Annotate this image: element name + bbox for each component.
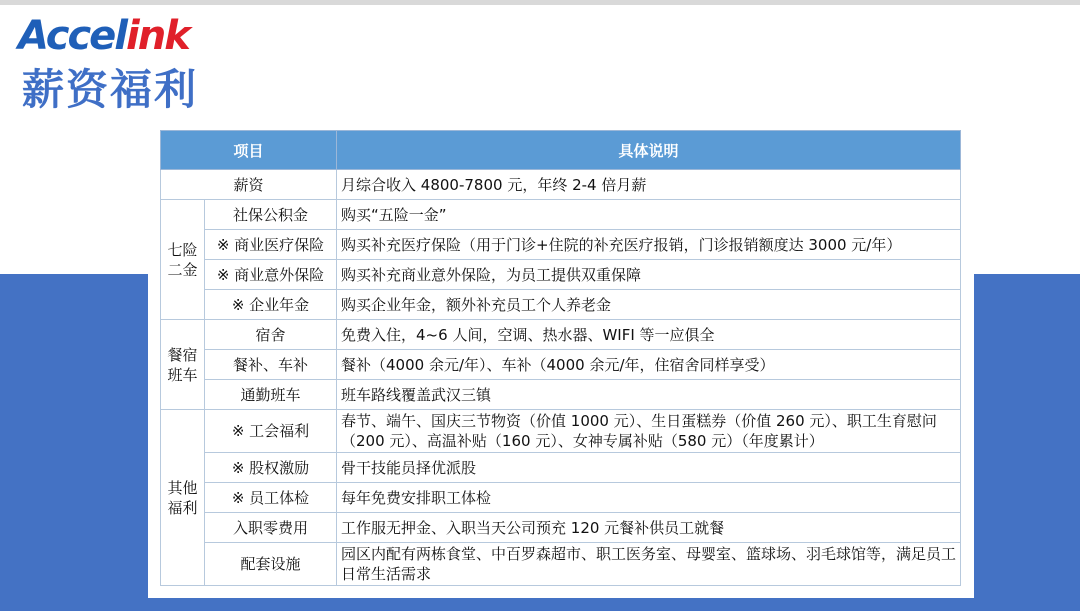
row-desc: 每年免费安排职工体检: [337, 483, 961, 513]
row-desc: 工作服无押金、入职当天公司预充 120 元餐补供员工就餐: [337, 513, 961, 543]
row-desc: 骨干技能员择优派股: [337, 453, 961, 483]
benefits-table: [160, 130, 961, 586]
row-label: ※ 股权激励: [205, 453, 337, 483]
page-title: 薪资福利: [22, 65, 199, 114]
category-food-housing: 餐宿班车: [161, 320, 205, 410]
table-row: [161, 230, 961, 260]
logo-text-red: ink: [126, 13, 189, 59]
benefits-card: [148, 128, 974, 598]
top-strip: [0, 0, 1080, 5]
row-label: 餐补、车补: [205, 350, 337, 380]
row-desc-salary: 月综合收入 4800-7800 元，年终 2-4 倍月薪: [337, 170, 961, 200]
row-desc: 班车路线覆盖武汉三镇: [337, 380, 961, 410]
row-label-salary: 薪资: [161, 170, 337, 200]
category-insurance: 七险二金: [161, 200, 205, 320]
table-row: [161, 320, 961, 350]
table-row: [161, 170, 961, 200]
table-row: [161, 513, 961, 543]
row-desc: 春节、端午、国庆三节物资（价值 1000 元）、生日蛋糕券（价值 260 元）、职工生育慰问（200 元）、高温补贴（160 元）、女神专属补贴（580 元）（年度累计）: [337, 410, 961, 453]
table-row: [161, 543, 961, 586]
table-row: [161, 260, 961, 290]
row-desc: 购买“五险一金”: [337, 200, 961, 230]
header-item: 项目: [161, 131, 337, 170]
row-label: ※ 工会福利: [205, 410, 337, 453]
header-description: 具体说明: [337, 131, 961, 170]
row-desc: 购买补充医疗保险（用于门诊+住院的补充医疗报销，门诊报销额度达 3000 元/年）: [337, 230, 961, 260]
row-label: ※ 商业医疗保险: [205, 230, 337, 260]
row-desc: 购买企业年金，额外补充员工个人养老金: [337, 290, 961, 320]
row-label: ※ 商业意外保险: [205, 260, 337, 290]
table-row: [161, 453, 961, 483]
table-row: [161, 380, 961, 410]
row-label: 通勤班车: [205, 380, 337, 410]
category-other: 其他福利: [161, 410, 205, 586]
row-label: 宿舍: [205, 320, 337, 350]
table-row: [161, 290, 961, 320]
row-desc: 免费入住，4~6 人间，空调、热水器、WIFI 等一应俱全: [337, 320, 961, 350]
row-label: 社保公积金: [205, 200, 337, 230]
row-label: ※ 企业年金: [205, 290, 337, 320]
company-logo: [18, 12, 189, 60]
logo-text-blue: Accel: [18, 13, 126, 59]
table-header-row: [161, 131, 961, 170]
row-desc: 餐补（4000 余元/年）、车补（4000 余元/年，住宿舍同样享受）: [337, 350, 961, 380]
table-row: [161, 483, 961, 513]
table-row: [161, 200, 961, 230]
row-label: ※ 员工体检: [205, 483, 337, 513]
row-desc: 购买补充商业意外保险，为员工提供双重保障: [337, 260, 961, 290]
table-row: [161, 350, 961, 380]
row-desc: 园区内配有两栋食堂、中百罗森超市、职工医务室、母婴室、篮球场、羽毛球馆等，满足员工日常生活需求: [337, 543, 961, 586]
row-label: 入职零费用: [205, 513, 337, 543]
row-label: 配套设施: [205, 543, 337, 586]
table-row: [161, 410, 961, 453]
